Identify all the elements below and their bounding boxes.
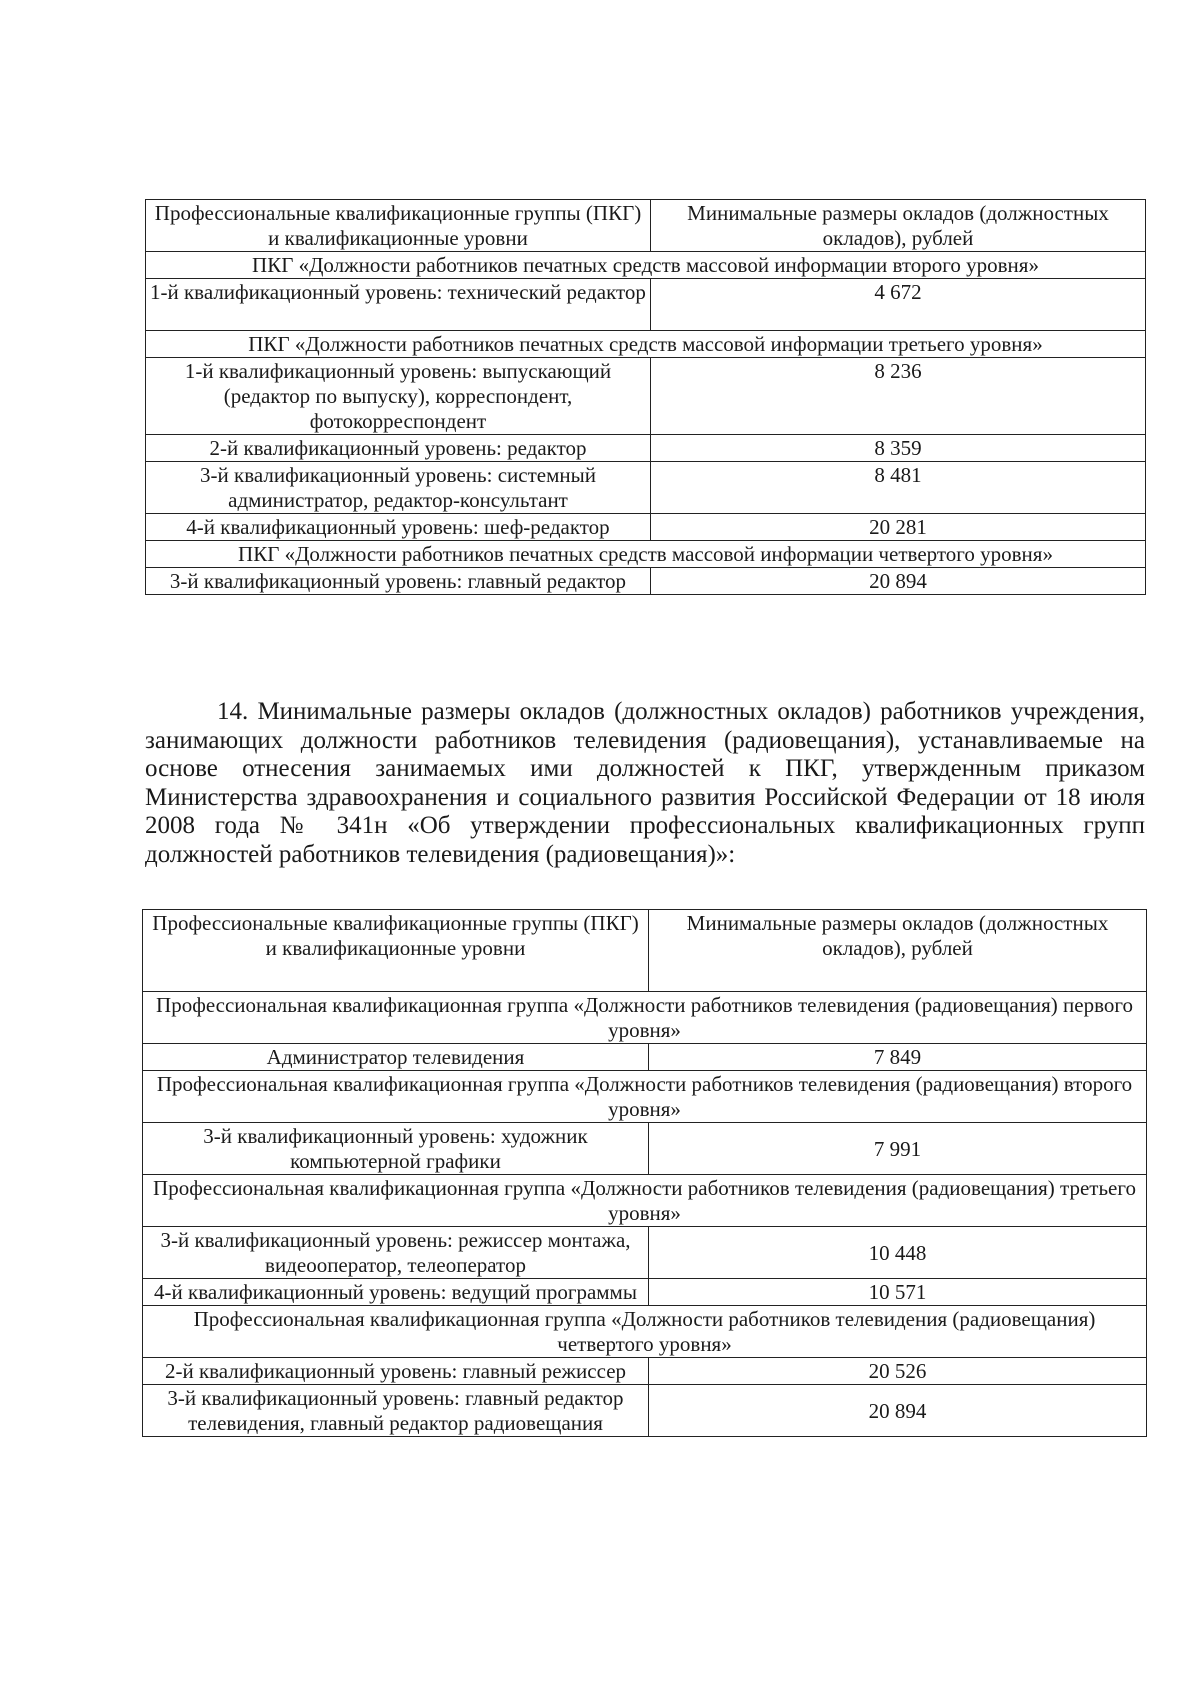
salary-table-television xyxy=(142,909,1147,1437)
group-title: Профессиональная квалификационная группа «Должности работников телевидения (радиовещания) третьего уровня» xyxy=(143,1175,1147,1227)
group-title: ПКГ «Должности работников печатных средств массовой информации четвертого уровня» xyxy=(146,541,1146,568)
salary-cell: 8 359 xyxy=(651,435,1146,462)
salary-cell: 20 894 xyxy=(651,568,1146,595)
group-title-row xyxy=(143,992,1147,1044)
level-cell: 2-й квалификационный уровень: редактор xyxy=(146,435,651,462)
group-title: Профессиональная квалификационная группа «Должности работников телевидения (радиовещания) второго уровня» xyxy=(143,1071,1147,1123)
group-title: Профессиональная квалификационная группа «Должности работников телевидения (радиовещания) четвертого уровня» xyxy=(143,1306,1147,1358)
table-row xyxy=(143,1227,1147,1279)
level-cell: 3-й квалификационный уровень: режиссер монтажа, видеооператор, телеоператор xyxy=(143,1227,649,1279)
table-row xyxy=(143,1279,1147,1306)
table-row xyxy=(146,462,1146,514)
group-title-row xyxy=(143,1071,1147,1123)
group-title: ПКГ «Должности работников печатных средств массовой информации второго уровня» xyxy=(146,252,1146,279)
header-cell-salary: Минимальные размеры окладов (должностных окладов), рублей xyxy=(649,910,1147,992)
salary-cell: 10 448 xyxy=(649,1227,1147,1279)
level-cell: 3-й квалификационный уровень: системный администратор, редактор-консультант xyxy=(146,462,651,514)
table-header-row xyxy=(146,200,1146,252)
level-cell: 3-й квалификационный уровень: художник компьютерной графики xyxy=(143,1123,649,1175)
header-cell-groups: Профессиональные квалификационные группы (ПКГ) и квалификационные уровни xyxy=(146,200,651,252)
salary-cell: 8 481 xyxy=(651,462,1146,514)
group-title-row xyxy=(143,1306,1147,1358)
level-cell: 4-й квалификационный уровень: шеф-редактор xyxy=(146,514,651,541)
table-row xyxy=(143,1358,1147,1385)
level-cell: 1-й квалификационный уровень: выпускающий (редактор по выпуску), корреспондент, фотокорреспондент xyxy=(146,358,651,435)
salary-cell: 4 672 xyxy=(651,279,1146,331)
level-cell: 4-й квалификационный уровень: ведущий программы xyxy=(143,1279,649,1306)
table-row xyxy=(146,435,1146,462)
salary-cell: 7 991 xyxy=(649,1123,1147,1175)
table-row xyxy=(146,279,1146,331)
salary-table-press xyxy=(145,199,1146,595)
salary-cell: 20 894 xyxy=(649,1385,1147,1437)
salary-cell: 20 526 xyxy=(649,1358,1147,1385)
group-title-row xyxy=(143,1175,1147,1227)
table-row xyxy=(146,514,1146,541)
level-cell: Администратор телевидения xyxy=(143,1044,649,1071)
salary-cell: 7 849 xyxy=(649,1044,1147,1071)
table-header-row xyxy=(143,910,1147,992)
level-cell: 3-й квалификационный уровень: главный редактор xyxy=(146,568,651,595)
group-title: Профессиональная квалификационная группа «Должности работников телевидения (радиовещания) первого уровня» xyxy=(143,992,1147,1044)
salary-cell: 10 571 xyxy=(649,1279,1147,1306)
group-title-row xyxy=(146,541,1146,568)
table-row xyxy=(143,1044,1147,1071)
level-cell: 1-й квалификационный уровень: технический редактор xyxy=(146,279,651,331)
table-row xyxy=(146,358,1146,435)
table-row xyxy=(143,1123,1147,1175)
group-title-row xyxy=(146,252,1146,279)
salary-cell: 20 281 xyxy=(651,514,1146,541)
table-row xyxy=(146,568,1146,595)
header-cell-salary: Минимальные размеры окладов (должностных окладов), рублей xyxy=(651,200,1146,252)
group-title: ПКГ «Должности работников печатных средств массовой информации третьего уровня» xyxy=(146,331,1146,358)
level-cell: 3-й квалификационный уровень: главный редактор телевидения, главный редактор радиовещания xyxy=(143,1385,649,1437)
level-cell: 2-й квалификационный уровень: главный режиссер xyxy=(143,1358,649,1385)
header-cell-groups: Профессиональные квалификационные группы (ПКГ) и квалификационные уровни xyxy=(143,910,649,992)
table-row xyxy=(143,1385,1147,1437)
salary-cell: 8 236 xyxy=(651,358,1146,435)
paragraph-14: 14. Минимальные размеры окладов (должностных окладов) работников учреждения, занимающих должности работников телевидения (радиовещания), устанавливаемые на основе отнесения занимаемых ими должностей к ПКГ, утвержденным приказом Министерства здравоохранения и социального развития Российской Федерации от 18 июля 2008 года № 341н «Об утверждении профессиональных квалификационных групп должностей работников телевидения (радиовещания)»: xyxy=(145,698,1145,868)
group-title-row xyxy=(146,331,1146,358)
